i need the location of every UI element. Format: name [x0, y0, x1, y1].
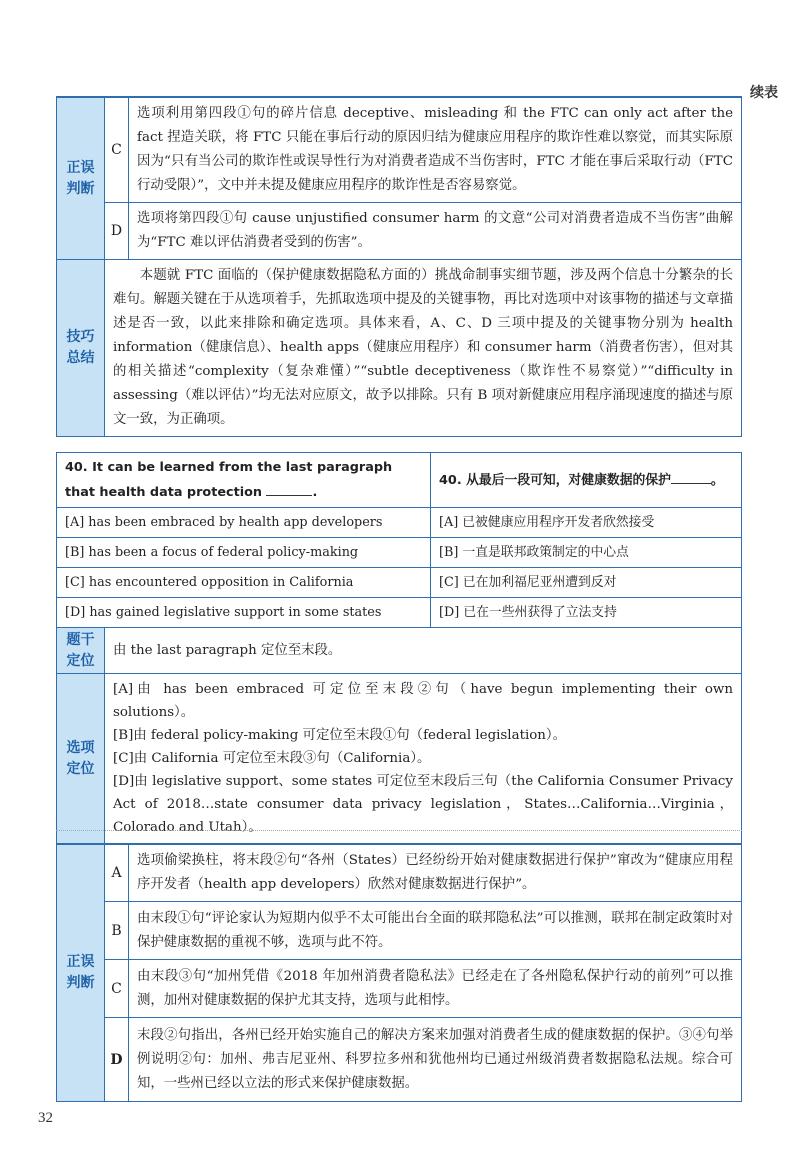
- option-locate-label: 选项定位: [57, 674, 105, 844]
- summary-text: 本题就 FTC 面临的（保护健康数据隐私方面的）挑战命制事实细节题，涉及两个信息十分繁杂的长难句。解题关键在于从选项着手，先抓取选项中提及的关键事物，再比对选项中对该事物的描述与文章描述是否一致，以此来排除和确定选项。具体来看，A、C、D 三项中提及的关键事物分别为 health information（健康信息）、health apps（健康应用程序）和 consumer harm（消费者伤害），但对其的相关描述“complexity（复杂难懂）”“subtle deceptiveness（欺诈性不易察觉）”“difficulty in assessing（难以评估）”均无法对应原文，故予以排除。只有 B 项对新健康应用程序涌现速度的描述与原文一致，为正确项。: [105, 260, 742, 437]
- option-zh: [C] 已在加利福尼亚州遭到反对: [431, 568, 742, 598]
- option-analysis: 选项利用第四段①句的碎片信息 deceptive、misleading 和 the FTC can only act after the fact 捏造关联，将 FTC 只能在事后行动的原因归结为健康应用程序的欺诈性难以察觉，而其实际原因为“只有当公司的欺诈性或误导性行为对消费者造成不当伤害时，FTC 才能在事后采取行动（FTC 行动受限）”，文中并未提及健康应用程序的欺诈性是否容易察觉。: [129, 98, 742, 203]
- option-letter: D: [105, 203, 129, 260]
- option-row: [57, 568, 742, 598]
- stem-locate-text: 由 the last paragraph 定位至末段。: [105, 628, 742, 674]
- table-row: [57, 98, 742, 203]
- page-number: 32: [38, 1110, 53, 1126]
- question-table: [56, 452, 742, 844]
- option-zh: [B] 一直是联邦政策制定的中心点: [431, 538, 742, 568]
- locate-line-c: [C]由 California 可定位至末段③句（California）。: [113, 751, 431, 766]
- top-analysis-table: [56, 97, 742, 437]
- option-letter: B: [105, 902, 129, 960]
- question-stem-en: 40. It can be learned from the last paragraph that health data protection .: [57, 453, 431, 508]
- table-row: [57, 1018, 742, 1102]
- option-locate-row: [57, 674, 742, 844]
- option-en: [C] has encountered opposition in California: [57, 568, 431, 598]
- judge-label: 正误判断: [57, 98, 105, 260]
- option-locate-text: [105, 674, 742, 844]
- option-analysis: 选项将第四段①句 cause unjustified consumer harm 的文意“公司对消费者造成不当伤害”曲解为“FTC 难以评估消费者受到的伤害”。: [129, 203, 742, 260]
- locate-line-b: [B]由 federal policy-making 可定位至末段①句（federal legislation）。: [113, 728, 567, 743]
- option-row: [57, 598, 742, 628]
- question-stem-row: [57, 453, 742, 508]
- table-row: [57, 845, 742, 902]
- table-row: [57, 203, 742, 260]
- locate-line-a: [A]由 has been embraced 可定位至末段②句（have begun implementing their own solutions）。: [113, 682, 733, 720]
- option-letter: C: [105, 960, 129, 1018]
- option-en: [D] has gained legislative support in some states: [57, 598, 431, 628]
- continued-label: 续表: [750, 85, 778, 101]
- stem-locate-label: 题干定位: [57, 628, 105, 674]
- option-zh: [A] 已被健康应用程序开发者欣然接受: [431, 508, 742, 538]
- option-letter: C: [105, 98, 129, 203]
- option-row: [57, 508, 742, 538]
- option-analysis: 选项偷梁换柱，将末段②句“各州（States）已经纷纷开始对健康数据进行保护”窜改为“健康应用程序开发者（health app developers）欣然对健康数据进行保护”。: [129, 845, 742, 902]
- locate-line-d: [D]由 legislative support、some states 可定位至末段后三句（the California Consumer Privacy Act of 2018…state consumer data privacy legislation，States…California…Virginia，Colorado and Utah）。: [113, 774, 733, 835]
- option-en: [A] has been embraced by health app developers: [57, 508, 431, 538]
- option-zh: [D] 已在一些州获得了立法支持: [431, 598, 742, 628]
- option-row: [57, 538, 742, 568]
- table-row: [57, 960, 742, 1018]
- option-analysis: 由末段③句“加州凭借《2018 年加州消费者隐私法》已经走在了各州隐私保护行动的前列”可以推测，加州对健康数据的保护尤其支持，选项与此相悖。: [129, 960, 742, 1018]
- table-row: [57, 260, 742, 437]
- option-analysis: 末段②句指出，各州已经开始实施自己的解决方案来加强对消费者生成的健康数据的保护。③④句举例说明②句：加州、弗吉尼亚州、科罗拉多州和犹他州均已通过州级消费者数据隐私法规。综合可知，一些州已经以立法的形式来保护健康数据。: [129, 1018, 742, 1102]
- option-letter: A: [105, 845, 129, 902]
- judge-label: 正误判断: [57, 845, 105, 1102]
- option-analysis: 由末段①句“评论家认为短期内似乎不太可能出台全面的联邦隐私法”可以推测，联邦在制定政策时对保护健康数据的重视不够，选项与此不符。: [129, 902, 742, 960]
- option-en: [B] has been a focus of federal policy-making: [57, 538, 431, 568]
- summary-label: 技巧总结: [57, 260, 105, 437]
- dotted-divider: [56, 830, 742, 831]
- option-letter-correct: D: [105, 1018, 129, 1102]
- stem-locate-row: [57, 628, 742, 674]
- bottom-analysis-table: [56, 844, 742, 1102]
- table-row: [57, 902, 742, 960]
- question-stem-zh: 40. 从最后一段可知，对健康数据的保护 。: [431, 453, 742, 508]
